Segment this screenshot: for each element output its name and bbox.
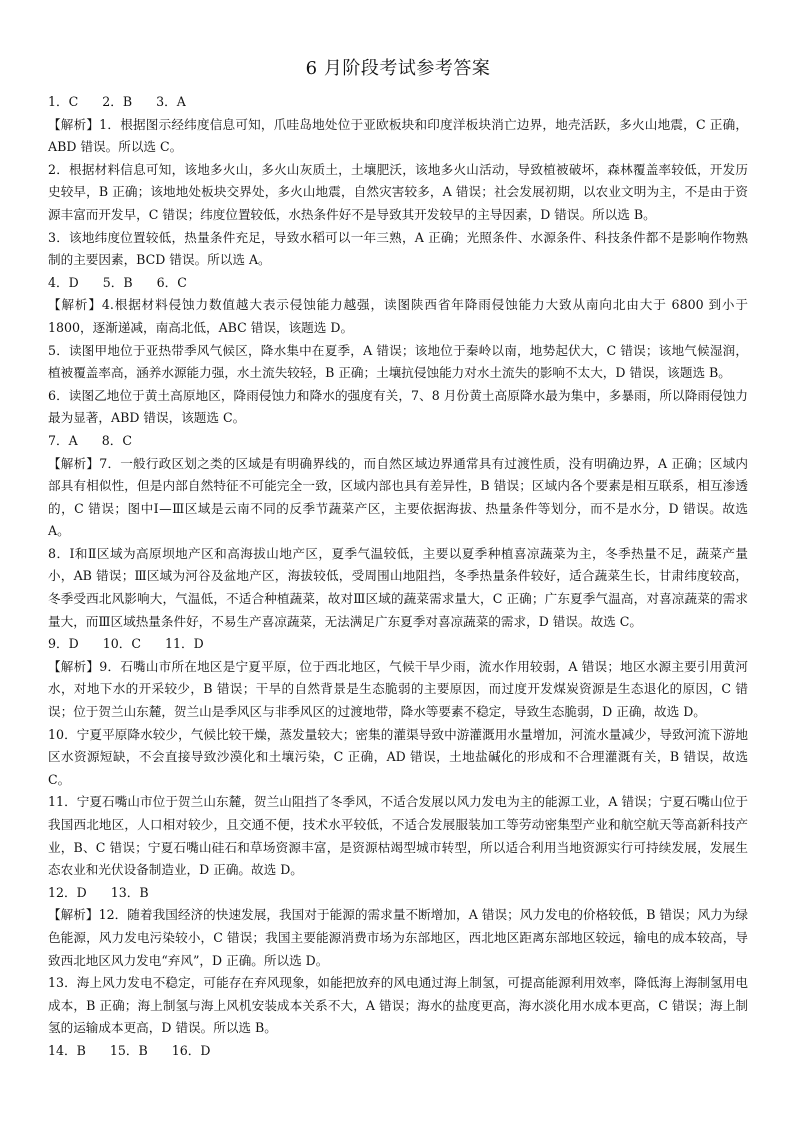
explanation-paragraph: 【解析】1．根据图示经纬度信息可知，爪哇岛地处位于亚欧板块和印度洋板块消亡边界，地壳活跃，多火山地震，C 正确，ABD 错误。所以选 C。 [48,116,748,155]
answer-line: 4．D 5．B 6．C [48,274,187,290]
explanation-paragraph: 5．读图甲地位于亚热带季风气候区，降水集中在夏季，A 错误；该地位于秦岭以南，地势起伏大，C 错误；该地气候湿润，植被覆盖率高，涵养水源能力强，水土流失较轻，B 正确；土壤抗侵蚀能力对水土流失的影响不太大，D 错误，该题选 B。 [48,342,748,381]
page-title: 6 月阶段考试参考答案 [305,58,491,79]
explanation-paragraph: 11．宁夏石嘴山市位于贺兰山东麓，贺兰山阻挡了冬季风，不适合发展以风力发电为主的能源工业，A 错误；宁夏石嘴山位于我国西北地区，人口相对较少，且交通不便，技术水平较低，不适合发展服装加工等劳动密集型产业和航空航天等高新科技产业，B、C 错误；宁夏石嘴山硅石和草场资源丰富，是资源枯竭型城市转型，所以适合利用当地资源实行可持续发展，发展生态农业和光伏设备制造业，D 正确。故选 D。 [48,794,748,878]
answer-line: 9．D 10．C 11．D [48,636,204,652]
explanation-paragraph: 【解析】7．一般行政区划之类的区域是有明确界线的，而自然区域边界通常具有过渡性质，没有明确边界，A 正确；区域内部具有相似性，但是内部自然特征不可能完全一致，区域内部也具有差异性，B 错误；区域内各个要素是相互联系，相互渗透的，C 错误；图中Ⅰ—Ⅲ区域是云南不同的反季节蔬菜产区，主要依据海拔、热量条件等划分，而不是水分，D 错误。故选 A。 [48,455,748,539]
answer-line: 12．D 13．B [48,884,149,900]
explanation-paragraph: 3．该地纬度位置较低，热量条件充足，导致水稻可以一年三熟，A 正确；光照条件、水源条件、科技条件都不是影响作物熟制的主要因素，BCD 错误。所以选 A。 [48,229,748,268]
explanation-paragraph: 13．海上风力发电不稳定，可能存在弃风现象，如能把放弃的风电通过海上制氢，可提高能源利用效率，降低海上海制氢用电成本，B 正确；海上制氢与海上风机安装成本关系不大，A 错误；海水的盐度更高，海水淡化用水成本更高，C 错误；海上制氢的运输成本更高，D 错误。所以选 B。 [48,975,748,1036]
explanation-paragraph: 6．读图乙地位于黄土高原地区，降雨侵蚀力和降水的强度有关，7、8 月份黄土高原降水最为集中，多暴雨，所以降雨侵蚀力最为显著，ABD 错误，该题选 C。 [48,387,748,426]
explanation-paragraph: 10．宁夏平原降水较少，气候比较干燥，蒸发量较大；密集的灌渠导致中游灌溉用水量增加，河流水量减少，导致河流下游地区水资源短缺，不会直接导致沙漠化和土壤污染，C 正确，AD 错误，土地盐碱化的形成和不合理灌溉有关，B 错误，故选 C。 [48,726,748,787]
explanation-paragraph: 【解析】9．石嘴山市所在地区是宁夏平原，位于西北地区，气候干旱少雨，流水作用较弱，A 错误；地区水源主要引用黄河水，对地下水的开采较少，B 错误；干旱的自然背景是生态脆弱的主要原因，而过度开发煤炭资源是生态退化的原因，C 错误；位于贺兰山东麓，贺兰山是季风区与非季风区的过渡地带，降水等要素不稳定，导致生态脆弱，D 正确，故选 D。 [48,658,748,720]
answer-line: 1．C 2．B 3．A [48,94,186,109]
answer-line: 14．B 15．B 16．D [48,1042,211,1058]
answer-sheet [48,56,748,1063]
explanation-paragraph: 【解析】12．随着我国经济的快速发展，我国对于能源的需求量不断增加，A 错误；风力发电的价格较低，B 错误；风力为绿色能源，风力发电污染较小，C 错误；我国主要能源消费市场为东部地区，西北地区距离东部地区较远，输电的成本较高，导致西北地区风力发电“弃风”，D 正确。所以选 D。 [48,907,748,968]
answer-line: 7．A 8．C [48,432,132,448]
explanation-paragraph: 8．Ⅰ和Ⅱ区域为高原坝地产区和高海拔山地产区，夏季气温较低，主要以夏季种植喜凉蔬菜为主，冬季热量不足，蔬菜产量小，AB 错误；Ⅲ区域为河谷及盆地产区，海拔较低，受周围山地阻挡，冬季热量条件较好，适合蔬菜生长，甘肃纬度较高，冬季受西北风影响大，气温低，不适合种植蔬菜，故对Ⅲ区域的蔬菜需求量大，C 正确；广东夏季气温高，对喜凉蔬菜的需求量大，而Ⅲ区域热量条件好，不易生产喜凉蔬菜，无法满足广东夏季对喜凉蔬菜的需求，D 错误。故选 C。 [48,545,748,629]
explanation-paragraph: 【解析】4.根据材料侵蚀力数值越大表示侵蚀能力越强，读图陕西省年降雨侵蚀能力大致从南向北由大于 6800 到小于 1800，逐渐递减，南高北低，ABC 错误，该题选 D。 [48,297,748,335]
explanation-paragraph: 2．根据材料信息可知，该地多火山，多火山灰质土，土壤肥沃，该地多火山活动，导致植被破坏，森林覆盖率较低，开发历史较早，B 正确；该地地处板块交界处，多火山地震，自然灾害较多，A 错误；社会发展初期，以农业文明为主，不是由于资源丰富而开发早，C 错误；纬度位置较低，水热条件好不是导致其开发较早的主导因素，D 错误。所以选 B。 [48,161,748,222]
